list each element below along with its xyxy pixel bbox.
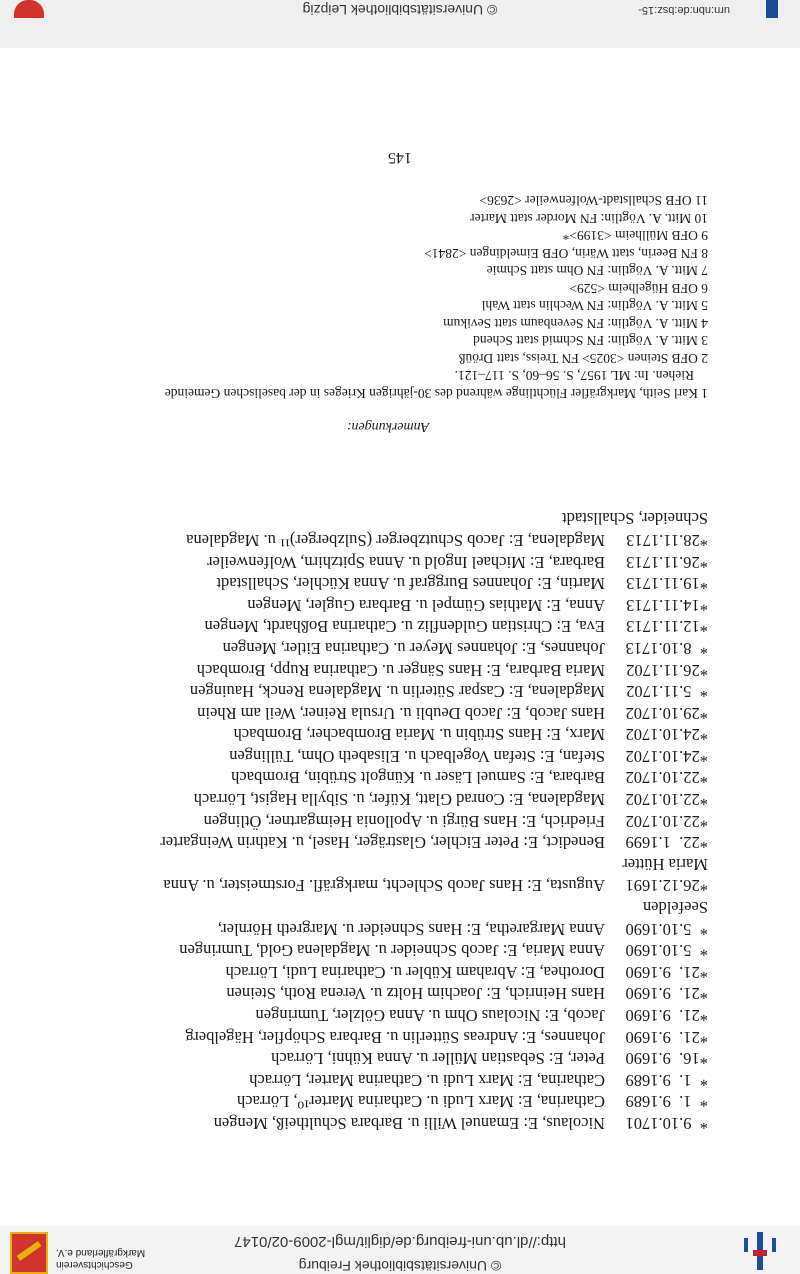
footnote: 2 OFB Steinen <3025> FN Treiss, statt Dröüß [458, 351, 708, 366]
register-entry: *24.10.1702 Marx, E: Hans Strübin u. Maria Brombacher, Brombach [233, 725, 708, 745]
register-entry: *22. 1.1699 Benedict, E: Peter Eichler, Glasträger, Hasel, u. Kathrin Weingarter [160, 833, 708, 853]
university-logo-icon [744, 1232, 776, 1270]
footnote: 8 FN Beerin, statt Wärin, OFB Eimeldingen <2841> [424, 246, 708, 261]
register-entry: * 5.11.1702 Magdalena, E: Caspar Süterlin u. Magdalena Renck, Hauingen [189, 682, 708, 702]
baptism-register [68, 508, 708, 1134]
register-entry: *16. 9.1690 Peter, E: Sebastian Müller u. Anna Kühni, Lörrach [271, 1049, 708, 1069]
footnote: 11 OFB Schallstadt-Wolfenweiler <2636> [479, 193, 708, 209]
register-entry: * 5.10.1690 Anna Margaretha, E: Hans Schneider u. Margreth Hörnler, [217, 919, 708, 939]
page-number: 145 [388, 149, 412, 166]
footnote: 3 Mitt. A. Vögtlin: FN Schmid statt Schend [473, 333, 708, 349]
register-entry: *24.10.1702 Stefan, E: Stefan Vogelbach u. Elisabeth Ohm, Tüllingen [229, 746, 708, 766]
register-entry: *21. 9.1690 Dorothea, E: Abraham Kübler u. Catharina Ludi, Lörrach [225, 962, 708, 982]
register-entry: *21. 9.1690 Jacob, E: Nicolaus Ohm u. Anna Gölzler, Tumringen [255, 1006, 708, 1026]
register-entry: *21. 9.1690 Hans Heinrich, E: Joachim Holtz u. Verena Roth, Steinen [226, 984, 708, 1004]
register-entry: *28.11.1713 Magdalena, E: Jacob Schutzberger (Sulzberger)¹¹ u. Magdalena [186, 530, 708, 550]
register-entry: * 1. 9.1689 Catharina, E: Marx Ludi u. Catharina Marter¹⁰, Lörrach [236, 1092, 708, 1112]
register-entry: * 8.10.1713 Johannes, E: Johannes Meyer u. Catharina Eitler, Mengen [222, 638, 708, 658]
footnote: 10 Mitt. A. Vögtlin: FN Morder statt Marter [470, 211, 708, 226]
register-entry: *22.10.1702 Magdalena, E: Conrad Glatt, Küfer, u. Sibylla Hagist, Lörrach [193, 790, 708, 810]
register-entry: *22.10.1702 Barbara, E: Samuel Läser u. Küngolt Strübin, Brombach [231, 768, 708, 788]
register-entry: * 9.10.1701 Nicolaus, E: Emanuel Willi u. Barbara Schultheiß, Mengen [213, 1114, 708, 1133]
copyright-text: © Universitätsbibliothek Freiburg [298, 1258, 502, 1274]
urn-text: urn:nbn:de:bsz:15- [638, 4, 730, 16]
society-crest-icon [10, 1232, 48, 1274]
register-entry: *29.10.1702 Hans Jacob, E: Jacob Deubli u. Ursula Reiner, Weil am Rhein [197, 703, 708, 723]
register-entry: *22.10.1702 Friedrich, E: Hans Bürgi u. Apollonia Heimgartner, Ötlingen [203, 811, 708, 831]
footnote-continuation: Riehen. In: ML 1957, S. 56–60, S. 117–121. [454, 368, 694, 384]
footnotes [68, 192, 708, 402]
register-entry: * 5.10.1690 Anna Maria, E: Jacob Schneider u. Magdalena Gold, Tumringen [179, 941, 708, 961]
footnote: 5 Mitt. A. Vögtlin: FN Wechlin statt Wahl [481, 298, 708, 314]
register-entry-continuation: Seefelden [642, 898, 708, 918]
permalink-url[interactable]: http://dl.ub.uni-freiburg.de/diglit/mgl-2009-02/0147 [234, 1233, 566, 1250]
viewer-footer-bar [0, 0, 800, 48]
viewer-header-bar [0, 1226, 800, 1274]
footnote: 1 Karl Seith, Markgräfler Flüchtlinge während des 30-jährigen Krieges in der baselischen Gemeinde [164, 386, 708, 401]
society-name: Geschichtsverein Markgräflerland e.V. [56, 1247, 146, 1270]
footnote: 4 Mitt. A. Vögtlin: FN Sevenbaum statt Sevikum [443, 316, 708, 331]
footnote: 7 Mitt. A. Vögtlin: FN Ohm statt Schmie [486, 263, 708, 279]
register-entry: *26.11.1713 Barbara, E: Michael Ingold u. Anna Spitzhirn, Wolfenweiler [207, 552, 708, 572]
footnote: 9 OFB Müllheim <3199>* [562, 228, 708, 244]
register-entry: *26.12.1691 Augusta, E: Hans Jacob Schlecht, markgräfl. Forstmeister, u. Anna [163, 876, 708, 896]
register-entry: *19.11.1713 Martin, E: Johannes Burggraf u. Anna Küchler, Schallstadt [216, 574, 708, 594]
footnote: 6 OFB Hügelheim <529> [569, 281, 708, 296]
footer-copyright-text: © Universitätsbibliothek Leipzig [302, 2, 498, 18]
register-entry: *21. 9.1690 Johannes, E: Andreas Sütterlin u. Barbara Schöpfler, Hägelberg [185, 1027, 708, 1047]
register-entry: *14.11.1713 Anna, E: Mathias Gümpel u. Barbara Gugler, Mengen [247, 595, 708, 615]
register-entry-continuation: Maria Hütter [622, 854, 708, 874]
notes-heading: Anmerkungen: [346, 419, 430, 434]
register-entry: *12.11.1713 Eva, E: Christian Guldenfliz u. Catharina Boßhardt, Mengen [204, 617, 708, 637]
register-entry: * 1. 9.1689 Catharina, E: Marx Ludi u. Catharina Marter, Lörrach [249, 1070, 708, 1090]
register-entry: *26.11.1702 Maria Barbara, E: Hans Sänger u. Catharina Rupp, Brombach [196, 660, 708, 680]
register-entry-continuation: Schneider, Schallstadt [562, 509, 708, 529]
